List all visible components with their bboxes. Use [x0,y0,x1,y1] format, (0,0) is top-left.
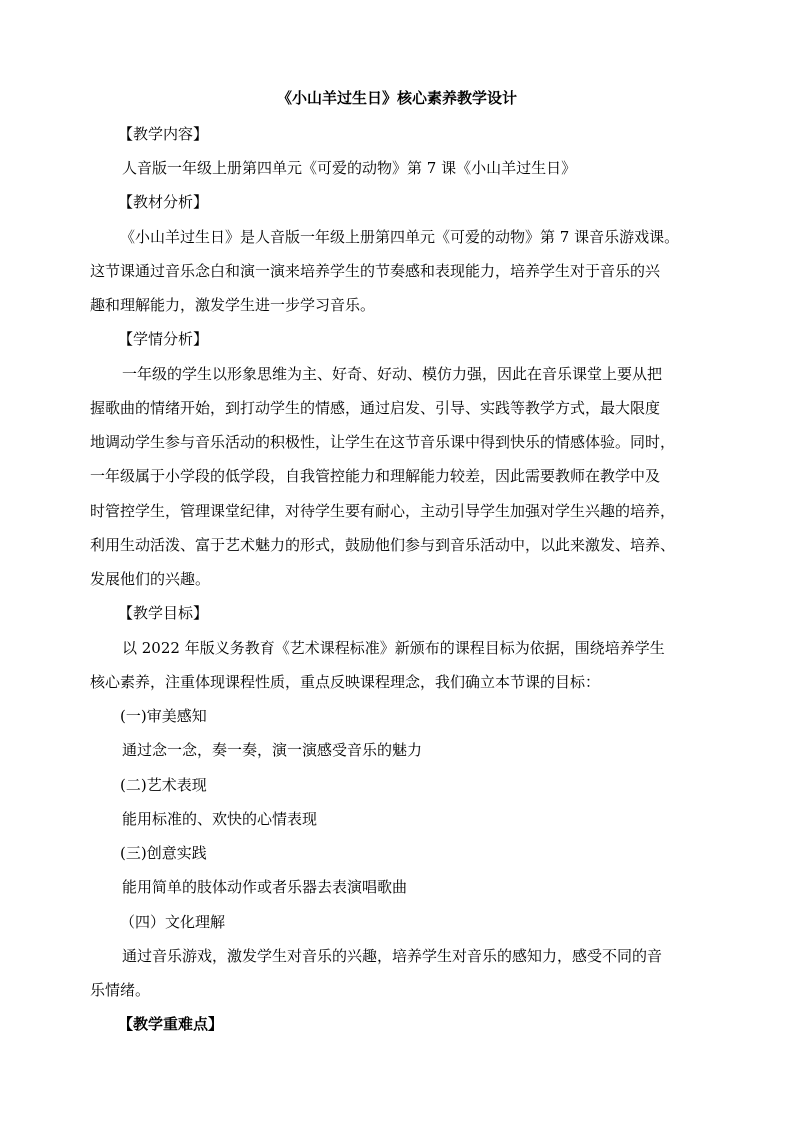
material-analysis-line: 趣和理解能力，激发学生进一步学习音乐。 [90,296,376,314]
teaching-goals-line: 以 2022 年版义务教育《艺术课程标准》新颁布的课程目标为依据，围绕培养学生 [122,639,665,657]
section-heading-material-analysis: 【教材分析】 [118,193,209,211]
section-heading-teaching-content: 【教学内容】 [118,125,209,143]
learner-analysis-line: 时管控学生，管理课堂纪律，对待学生要有耐心，主动引导学生加强对学生兴趣的培养， [90,502,676,520]
goal-text-cultural-understanding: 通过音乐游戏，激发学生对音乐的兴趣，培养学生对音乐的感知力，感受不同的音 [122,947,663,965]
teaching-content-text: 人音版一年级上册第四单元《可爱的动物》第 7 课《小山羊过生日》 [122,159,577,177]
goal-text-aesthetic-perception: 通过念一念，奏一奏，演一演感受音乐的魅力 [122,741,423,759]
goal-heading-artistic-expression: (二)艺术表现 [120,776,207,794]
goal-text-creative-practice: 能用简单的肢体动作或者乐器去表演唱歌曲 [122,878,408,896]
learner-analysis-line: 一年级属于小学段的低学段，自我管控能力和理解能力较差，因此需要教师在教学中及 [90,467,661,485]
goal-heading-aesthetic-perception: (一)审美感知 [120,707,207,725]
document-title: 《小山羊过生日》核心素养教学设计 [276,89,517,107]
teaching-goals-line: 核心素养，注重体现课程性质，重点反映课程理念，我们确立本节课的目标： [90,673,601,691]
learner-analysis-line: 一年级的学生以形象思维为主、好奇、好动、模仿力强，因此在音乐课堂上要从把 [122,365,663,383]
section-heading-learner-analysis: 【学情分析】 [118,330,209,348]
section-heading-key-difficult-points: 【教学重难点】 [118,1015,224,1033]
goal-text-cultural-understanding: 乐情绪。 [90,981,151,999]
section-heading-teaching-goals: 【教学目标】 [118,604,209,622]
learner-analysis-line: 利用生动活泼、富于艺术魅力的形式，鼓励他们参与到音乐活动中，以此来激发、培养、 [90,536,676,554]
material-analysis-line: 这节课通过音乐念白和演一演来培养学生的节奏感和表现能力，培养学生对于音乐的兴 [90,262,661,280]
goal-text-artistic-expression: 能用标准的、欢快的心情表现 [122,810,318,828]
learner-analysis-line: 握歌曲的情绪开始，到打动学生的情感，通过启发、引导、实践等教学方式，最大限度 [90,399,661,417]
learner-analysis-line: 发展他们的兴趣。 [90,570,211,588]
goal-heading-creative-practice: (三)创意实践 [120,844,207,862]
learner-analysis-line: 地调动学生参与音乐活动的积极性，让学生在这节音乐课中得到快乐的情感体验。同时， [90,433,676,451]
goal-heading-cultural-understanding: （四）文化理解 [120,913,226,931]
material-analysis-line: 《小山羊过生日》是人音版一年级上册第四单元《可爱的动物》第 7 课音乐游戏课。 [120,228,680,246]
